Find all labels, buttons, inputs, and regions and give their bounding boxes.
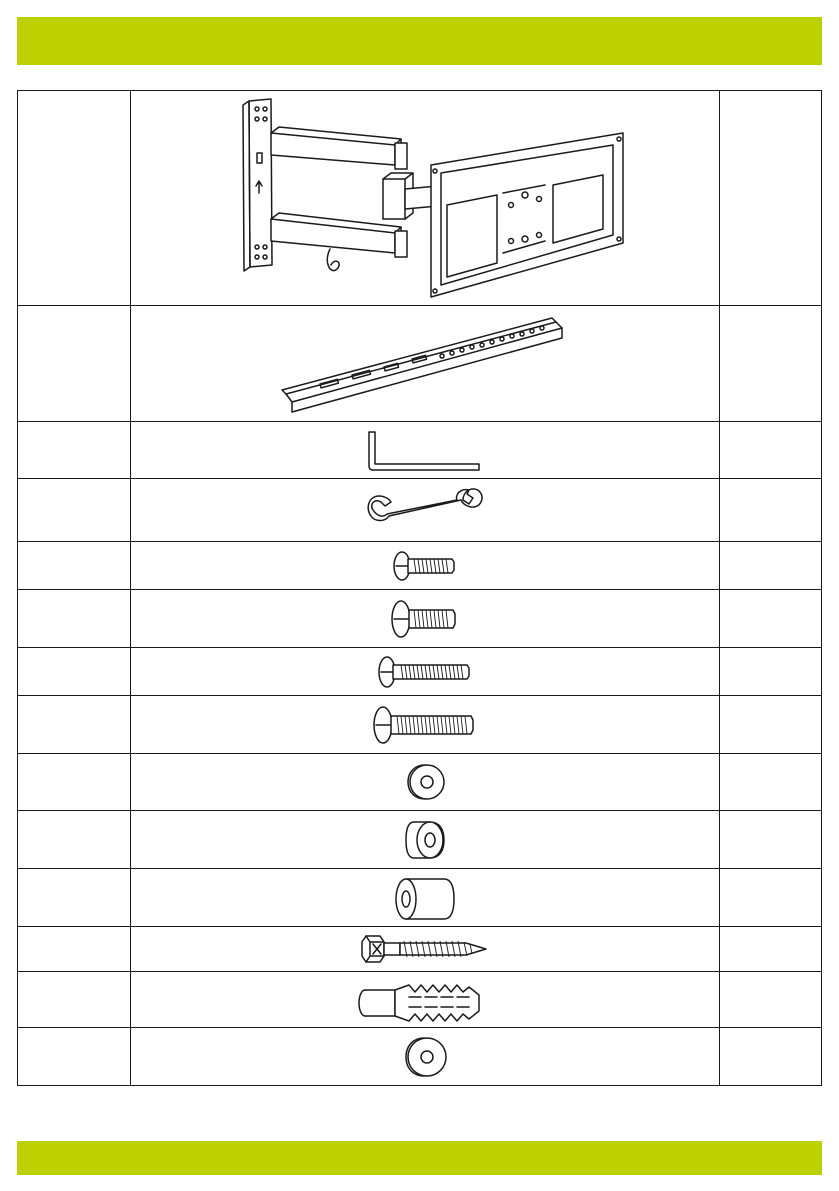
part-qty-cell bbox=[720, 479, 822, 542]
part-qty-cell bbox=[720, 927, 822, 972]
part-qty-cell bbox=[720, 542, 822, 590]
part-qty-cell bbox=[720, 972, 822, 1028]
part-id-cell bbox=[18, 648, 131, 696]
long-screw-icon bbox=[375, 653, 475, 691]
long-thick-screw-icon bbox=[371, 702, 479, 748]
part-id-cell bbox=[18, 91, 131, 306]
table-row bbox=[18, 590, 822, 648]
table-row bbox=[18, 927, 822, 972]
short-thick-screw-icon bbox=[389, 596, 461, 642]
part-qty-cell bbox=[720, 648, 822, 696]
part-qty-cell bbox=[720, 754, 822, 811]
part-image-cell bbox=[131, 869, 720, 927]
part-image-cell bbox=[131, 542, 720, 590]
part-image-cell bbox=[131, 811, 720, 869]
table-row bbox=[18, 972, 822, 1028]
table-row bbox=[18, 648, 822, 696]
part-image-cell bbox=[131, 648, 720, 696]
lag-bolt-icon bbox=[360, 932, 490, 966]
part-id-cell bbox=[18, 479, 131, 542]
part-id-cell bbox=[18, 811, 131, 869]
wrench-icon bbox=[365, 488, 485, 532]
table-row bbox=[18, 479, 822, 542]
part-qty-cell bbox=[720, 1028, 822, 1086]
part-image-cell bbox=[131, 590, 720, 648]
part-qty-cell bbox=[720, 422, 822, 479]
parts-table bbox=[17, 90, 822, 1086]
table-row bbox=[18, 422, 822, 479]
table-row bbox=[18, 696, 822, 754]
part-id-cell bbox=[18, 1028, 131, 1086]
footer-band bbox=[17, 1141, 822, 1175]
part-qty-cell bbox=[720, 696, 822, 754]
table-row bbox=[18, 1028, 822, 1086]
part-image-cell bbox=[131, 422, 720, 479]
articulating-wall-mount-icon bbox=[235, 93, 615, 303]
part-qty-cell bbox=[720, 91, 822, 306]
part-image-cell bbox=[131, 91, 720, 306]
part-qty-cell bbox=[720, 590, 822, 648]
part-image-cell bbox=[131, 754, 720, 811]
table-row bbox=[18, 542, 822, 590]
table-row bbox=[18, 811, 822, 869]
short-screw-icon bbox=[390, 548, 460, 584]
wall-anchor-icon bbox=[355, 977, 495, 1023]
mounting-rail-icon bbox=[280, 312, 570, 416]
part-image-cell bbox=[131, 306, 720, 422]
part-id-cell bbox=[18, 306, 131, 422]
part-image-cell bbox=[131, 479, 720, 542]
part-id-cell bbox=[18, 927, 131, 972]
part-image-cell bbox=[131, 696, 720, 754]
part-id-cell bbox=[18, 590, 131, 648]
table-row bbox=[18, 869, 822, 927]
large-washer-icon bbox=[400, 1033, 450, 1081]
part-image-cell bbox=[131, 972, 720, 1028]
part-id-cell bbox=[18, 422, 131, 479]
part-qty-cell bbox=[720, 306, 822, 422]
hex-key-icon bbox=[365, 428, 485, 472]
table-row bbox=[18, 91, 822, 306]
part-image-cell bbox=[131, 1028, 720, 1086]
part-id-cell bbox=[18, 972, 131, 1028]
header-band bbox=[17, 17, 822, 65]
part-id-cell bbox=[18, 754, 131, 811]
part-id-cell bbox=[18, 542, 131, 590]
part-qty-cell bbox=[720, 811, 822, 869]
table-row bbox=[18, 754, 822, 811]
thick-washer-icon bbox=[400, 816, 450, 864]
part-id-cell bbox=[18, 869, 131, 927]
table-row bbox=[18, 306, 822, 422]
flat-washer-icon bbox=[400, 760, 450, 804]
part-image-cell bbox=[131, 927, 720, 972]
part-qty-cell bbox=[720, 869, 822, 927]
spacer-icon bbox=[392, 873, 458, 923]
part-id-cell bbox=[18, 696, 131, 754]
